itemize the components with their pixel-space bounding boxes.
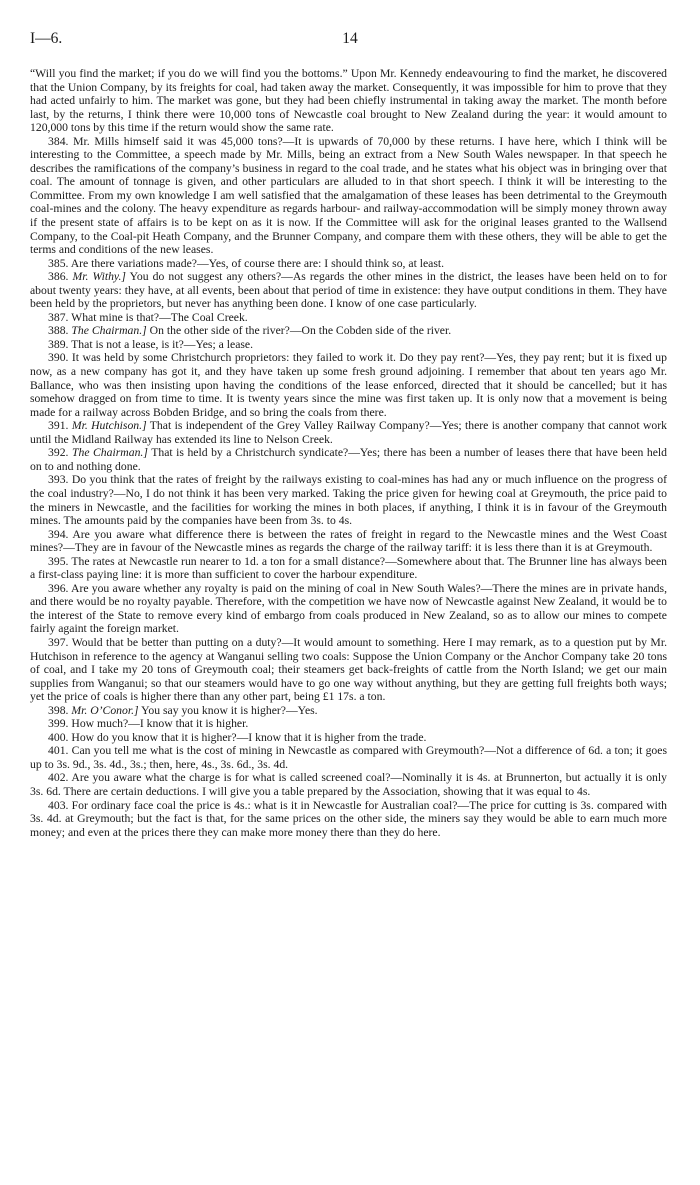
paragraph-387 bbox=[30, 311, 667, 325]
speaker-name: Mr. Withy.] bbox=[72, 270, 126, 284]
paragraph-388: 388. The Chairman.] On the other side of the river?—On the Cobden side of the river. bbox=[48, 324, 452, 338]
paragraph-text: That is independent of the Grey Valley Railway Company?—Yes; there is another company that cannot work until the Midland Railway has extended its line to Nelson Creek. bbox=[30, 419, 667, 446]
paragraph-403 bbox=[30, 799, 667, 840]
paragraph-text: 402. Are you aware what the charge is for what is called screened coal?—Nominally it is 4s. at Brunnerton, but actually it is only 3s. 6d. There are certain deductions. I will give you a table prepared by the Association, showing that it was equal to 4s. bbox=[30, 771, 667, 798]
paragraph-396 bbox=[30, 582, 667, 636]
paragraph-395 bbox=[30, 555, 667, 582]
page-header bbox=[30, 30, 670, 50]
paragraph-text: 396. Are you aware whether any royalty is paid on the mining of coal in New South Wales?—There the mines are in private hands, and there would be no royalty payable. Therefore, with the competition we have now of Newcastle against New Zealand, it would be to the interest of the State to remove every kind of embargo from coals produced in New Zealand, so as to allow our mines to compete fairly againt the foreign market. bbox=[30, 581, 667, 636]
paragraph-text: 399. How much?—I know that it is higher. bbox=[48, 717, 249, 731]
page-number: 14 bbox=[342, 30, 358, 47]
paragraph-384 bbox=[30, 135, 667, 257]
speaker-name: Mr. Hutchison.] bbox=[71, 419, 147, 433]
paragraph-text: That is held by a Christchurch syndicate?—Yes; there has been a number of leases there that have been held on to and nothing done. bbox=[30, 446, 667, 473]
paragraph-401 bbox=[30, 744, 667, 771]
paragraph-continued bbox=[30, 67, 667, 135]
paragraph-393 bbox=[30, 473, 667, 527]
paragraph-397 bbox=[30, 636, 667, 704]
paragraph-text: 393. Do you think that the rates of freight by the railways existing to coal-mines has had any or much influence on the progress of the coal industry?—No, I do not think it has been very marked. Taking the price given for hewing coal at Greymouth, the price paid to the miners in Newcastle, and the facilities for working the mines in both places, if anything, I think it is in favour of the Greymouth mines. The amounts paid by the companies have been from 3s. to 4s. bbox=[30, 473, 667, 528]
speaker-name: Mr. O’Conor.] bbox=[71, 703, 139, 717]
paragraph-text: 394. Are you aware what difference there is between the rates of freight in regard to the Newcastle mines and the West Coast mines?—They are in favour of the Newcastle mines as regards the charge of the railway tariff: it is less there than it is at Greymouth. bbox=[30, 527, 667, 555]
paragraph-text: 387. What mine is that?—The Coal Creek. bbox=[48, 310, 248, 324]
paragraph-386: 386. Mr. Withy.] You do not suggest any others?—As regards the other mines in the district, the leases have been held on to for about twenty years: they have, at all events, been about that period of time in existence: they have output conditions in them. They have been held by the proprietors, but never has anything been done. I know of one case particularly. bbox=[30, 270, 668, 311]
paragraph-392: 392. The Chairman.] That is held by a Christchurch syndicate?—Yes; there has been a number of leases there that have been held on to and nothing done. bbox=[30, 446, 667, 473]
speaker-name: The Chairman.] bbox=[71, 324, 147, 338]
paragraph-text: 384. Mr. Mills himself said it was 45,000 tons?—It is upwards of 70,000 by these returns. I have here, which I think will be interesting to the Committee, a speech made by Mr. Mills, being an extract from a New South Wales newspaper. In that speech he describes the ramifications of the company’s business in regard to the coal trade, and he states what his object was in bringing over that coal. The amount of tonnage is given, and other particulars are alluded to in that short speech. I think it will be interesting to the Committee. From my own knowledge I am well satisfied that the amalgamation of these leases has been detrimental to the Greymouth coal-mines and the colony. The heavy expenditure as regards harbour- and railway-accommodation will be simply money thrown away if the present state of affairs is to be kept on as it is now. If the Committee will ask for the original leases granted to the Wallsend Company, to the Coal-pit Heath Company, and the Brunner Company, and compare them with these others, they will be able to get the terms and conditions of the new leases. bbox=[30, 134, 667, 257]
paragraph-text: On the other side of the river?—On the Cobden side of the river. bbox=[146, 324, 452, 338]
paragraph-text: 385. Are there variations made?—Yes, of course there are: I should think so, at least. bbox=[48, 256, 445, 270]
paragraph-389 bbox=[30, 338, 667, 352]
paragraph-text: You say you know it is higher?—Yes. bbox=[138, 703, 318, 717]
paragraph-391: 391. Mr. Hutchison.] That is independent of the Grey Valley Railway Company?—Yes; there is another company that cannot work until the Midland Railway has extended its line to Nelson Creek. bbox=[30, 419, 667, 446]
document-reference: I—6. bbox=[30, 30, 63, 47]
paragraph-text: 401. Can you tell me what is the cost of mining in Newcastle as compared with Greymouth?—Not a difference of 6d. a ton; it goes up to 3s. 9d., 3s. 4d., 3s.; then, here, 4s., 3s. 6d., 3s. 4d. bbox=[30, 744, 667, 771]
paragraph-text: 403. For ordinary face coal the price is 4s.: what is it in Newcastle for Australian coal?—The price for cutting is 3s. compared with 3s. 4d. at Greymouth; but the fact is that, for the same prices on the other side, the miners say they would be able to earn much more money; and even at the prices there they can make more money there than they do here. bbox=[30, 798, 667, 839]
paragraph-text: 397. Would that be better than putting on a duty?—It would amount to something. Here I may remark, as to a question put by Mr. Hutchison in reference to the agency at Wanganui selling two coals: Suppose the Union Company or the Anchor Company take 20 tons of coal, and I take my 20 tons of Greymouth coal; their steamers get back-freights of cattle from the North Island; we get our main supplies from Wanganui; so that our steamers would have to go one way without anything, but they are getting full freights both ways; yet the price of coals is higher there than any other part, being £1 17s. a ton. bbox=[30, 635, 667, 704]
paragraph-398: 398. Mr. O’Conor.] You say you know it is higher?—Yes. bbox=[48, 703, 318, 717]
paragraph-text: You do not suggest any others?—As regards the other mines in the district, the leases have been held on to for about twenty years: they have, at all events, been about that period of time in existence: they have output conditions in them. They have been held by the proprietors, but never has anything been done. I know of one case particularly. bbox=[30, 270, 668, 311]
paragraph-400 bbox=[30, 731, 667, 745]
paragraph-394 bbox=[30, 528, 667, 555]
paragraph-text: 390. It was held by some Christchurch proprietors: they failed to work it. Do they pay rent?—Yes, they pay rent; but it is fixed up now, as a new company has got it, and they have taken up some fresh ground adjoining. I remember that about ten years ago Mr. Ballance, who was then insisting upon having the conditions of the lease enforced, directed that it should be cancelled; but it has somehow dragged on from time to time. It is twenty years since the mine was first taken up. It is only now that a movement is being made for a railway across Bobden Bridge, and so bring the coals from there. bbox=[30, 351, 667, 419]
paragraph-399 bbox=[30, 717, 667, 731]
speaker-name: The Chairman.] bbox=[71, 446, 148, 460]
paragraph-402 bbox=[30, 771, 667, 798]
paragraph-385 bbox=[30, 257, 667, 271]
paragraph-text: 389. That is not a lease, is it?—Yes; a lease. bbox=[48, 337, 254, 351]
paragraph-text: 395. The rates at Newcastle run nearer to 1d. a ton for a small distance?—Somewhere about that. The Brunner line has always been a first-class paying line: it is more than sufficient to cover the harbour expenditure. bbox=[30, 554, 667, 582]
paragraph-text: 400. How do you know that it is higher?—I know that it is higher from the trade. bbox=[48, 730, 427, 744]
document-body bbox=[30, 67, 667, 839]
paragraph-text: “Will you find the market; if you do we will find you the bottoms.” Upon Mr. Kennedy endeavouring to find the market, he discovered that the Union Company, by its freights for coal, had taken away the market. Consequently, it was impossible for him to prove that they had acted unfairly to him. The market was gone, but they had been chiefly instrumental in taking away the market. The month before last, by the returns, I think there were 10,000 tons of Newcastle coal brought to New Zealand during the year: it would amount to 120,000 tons by this time if the return would show the same rate. bbox=[30, 67, 667, 135]
paragraph-390 bbox=[30, 351, 667, 419]
